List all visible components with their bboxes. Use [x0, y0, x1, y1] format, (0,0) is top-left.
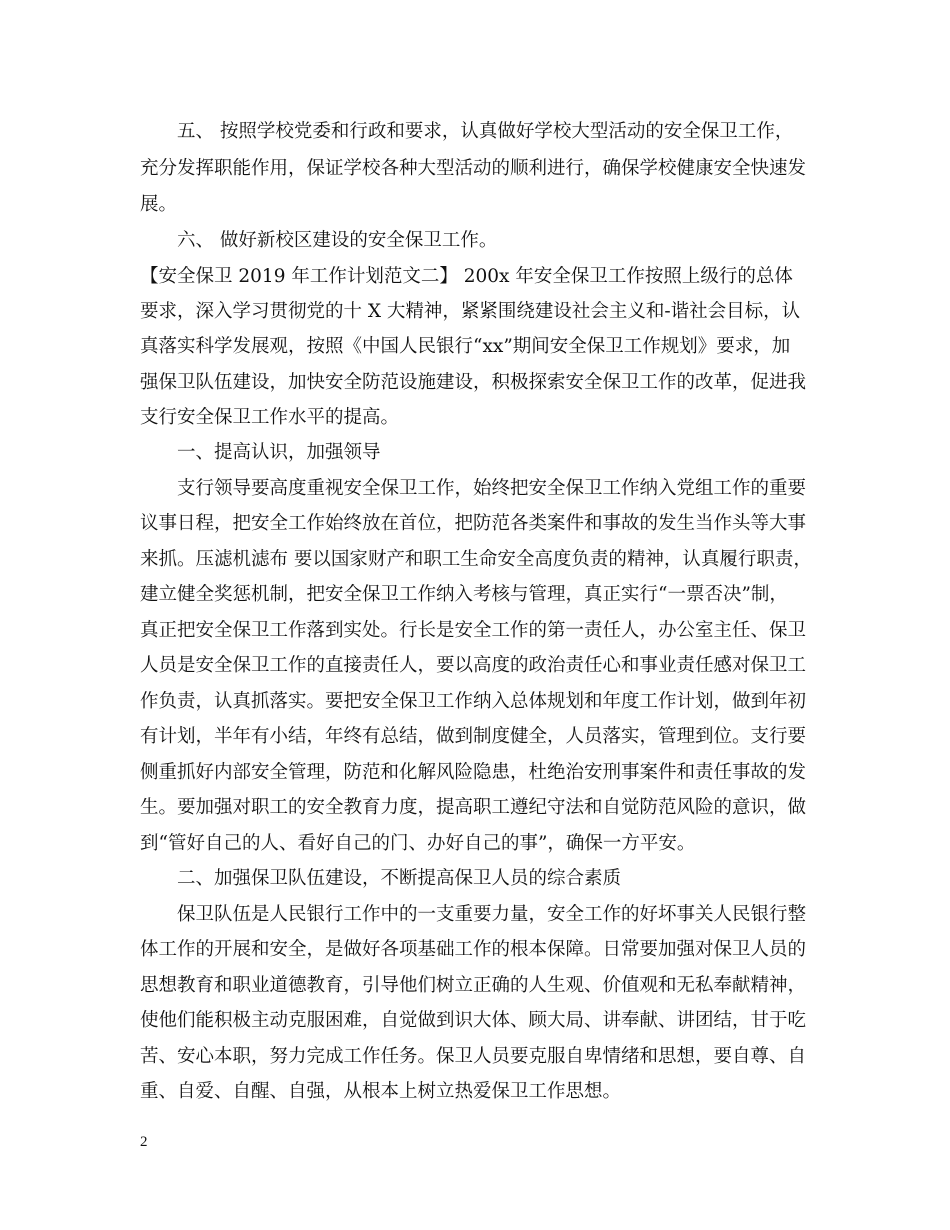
text-line: 思想教育和职业道德教育，引导他们树立正确的人生观、价值观和无私奉献精神，	[140, 975, 807, 996]
text-line: 支行领导要高度重视安全保卫工作，始终把安全保卫工作纳入党组工作的重要	[177, 478, 807, 499]
text-line: 议事日程，把安全工作始终放在首位，把防范各类案件和事故的发生当作头等大事	[140, 513, 807, 534]
text-line: 充分发挥职能作用，保证学校各种大型活动的顺利进行，确保学校健康安全快速发	[140, 158, 807, 179]
text-line: 支行安全保卫工作水平的提高。	[140, 407, 400, 428]
text-line: 五、 按照学校党委和行政和要求，认真做好学校大型活动的安全保卫工作，	[177, 121, 794, 142]
text-line: 重、自爱、自醒、自强，从根本上树立热爱保卫工作思想。	[140, 1081, 622, 1102]
text-line: 来抓。压滤机滤布 要以国家财产和职工生命安全高度负责的精神，认真履行职责，	[140, 549, 812, 570]
text-line: 【安全保卫 2019 年工作计划范文二】 200x 年安全保卫工作按照上级行的总体	[140, 266, 793, 287]
text-line: 建立健全奖惩机制，把安全保卫工作纳入考核与管理，真正实行“一票否决”制，	[140, 584, 788, 605]
text-line: 生。要加强对职工的安全教育力度，提高职工遵纪守法和自觉防范风险的意识，做	[140, 797, 807, 818]
text-line: 保卫队伍是人民银行工作中的一支重要力量，安全工作的好坏事关人民银行整	[177, 904, 807, 925]
section-heading: 二、加强保卫队伍建设，不断提高保卫人员的综合素质	[177, 868, 622, 889]
text-line: 体工作的开展和安全，是做好各项基础工作的根本保障。日常要加强对保卫人员的	[140, 939, 807, 960]
text-line: 强保卫队伍建设，加快安全防范设施建设，积极探索安全保卫工作的改革，促进我	[140, 372, 807, 393]
text-line: 六、 做好新校区建设的安全保卫工作。	[177, 230, 498, 251]
text-line: 人员是安全保卫工作的直接责任人，要以高度的政治责任心和事业责任感对保卫工	[140, 655, 807, 676]
section-heading: 一、提高认识，加强领导	[177, 442, 381, 463]
page-number: 2	[140, 1134, 148, 1150]
text-line: 展。	[140, 194, 178, 215]
text-line: 苦、安心本职，努力完成工作任务。保卫人员要克服自卑情绪和思想，要自尊、自	[140, 1046, 807, 1067]
text-line: 作负责，认真抓落实。要把安全保卫工作纳入总体规划和年度工作计划，做到年初	[140, 691, 807, 712]
text-line: 真落实科学发展观，按照《中国人民银行“xx”期间安全保卫工作规划》要求，加	[140, 336, 791, 357]
text-line: 到“管好自己的人、看好自己的门、办好自己的事”，确保一方平安。	[140, 833, 696, 854]
text-line: 真正把安全保卫工作落到实处。行长是安全工作的第一责任人，办公室主任、保卫	[140, 620, 807, 641]
text-line: 使他们能积极主动克服困难，自觉做到识大体、顾大局、讲奉献、讲团结，甘于吃	[140, 1010, 807, 1031]
text-line: 要求，深入学习贯彻党的十 X 大精神，紧紧围绕建设社会主义和-谐社会目标，认	[140, 301, 801, 322]
text-line: 有计划，半年有小结，年终有总结，做到制度健全，人员落实，管理到位。支行要	[140, 726, 807, 747]
text-line: 侧重抓好内部安全管理，防范和化解风险隐患，杜绝治安刑事案件和责任事故的发	[140, 762, 807, 783]
